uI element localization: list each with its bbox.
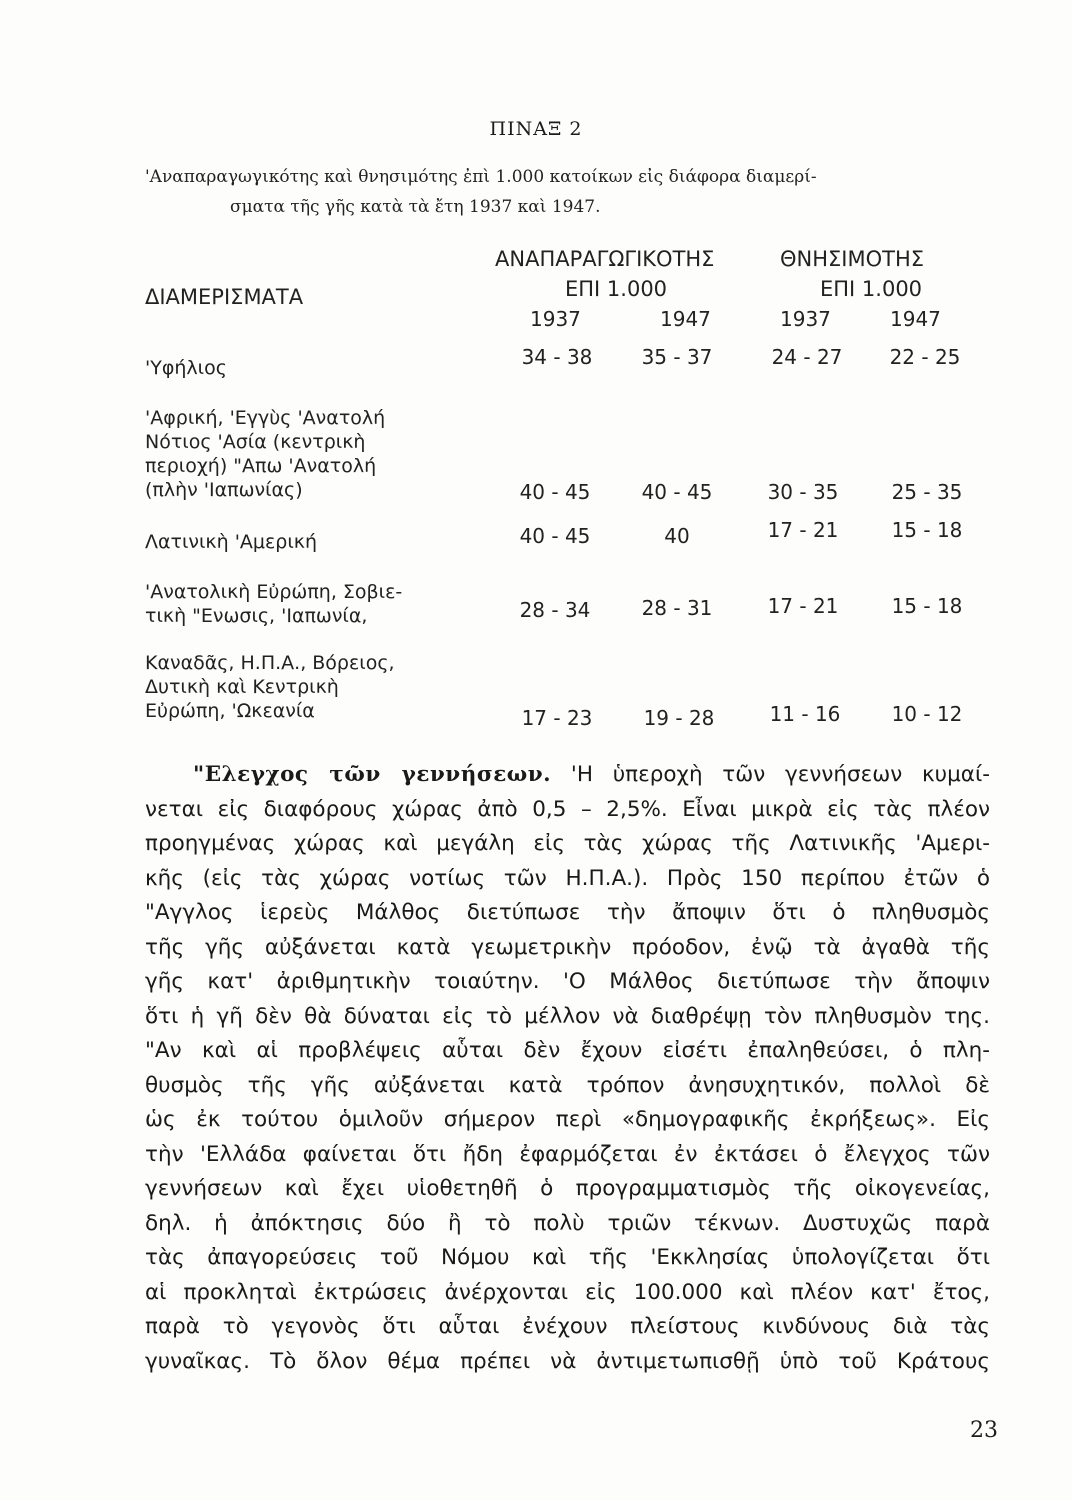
region-line: Καναδᾶς, Η.Π.Α., Βόρειος, xyxy=(145,652,395,674)
body-line: τὰς ἀπαγορεύσεις τοῦ Νόμου καὶ τῆς 'Εκκλησίας ὑπολογίζεται ὅτι xyxy=(145,1245,990,1270)
table-cell: 22 - 25 xyxy=(889,345,961,369)
body-line: τῆς γῆς αὐξάνεται κατὰ γεωμετρικὴν πρόοδον, ἐνῷ τὰ ἀγαθὰ τῆς xyxy=(145,934,990,960)
table-cell: 28 - 34 xyxy=(519,598,591,622)
body-line: κῆς (εἰς τὰς χώρας νοτίως τῶν Η.Π.Α.). Πρὸς 150 περίπου ἐτῶν ὁ xyxy=(145,865,990,891)
section-heading: "Ελεγχος τῶν γεννήσεων. xyxy=(193,762,552,787)
table-cell: 17 - 23 xyxy=(521,706,593,730)
table-cell: 10 - 12 xyxy=(891,702,963,726)
table-caption-line-2: σματα τῆς γῆς κατὰ τὰ ἔτη 1937 καὶ 1947. xyxy=(230,197,601,217)
body-line: νεται εἰς διαφόρους χώρας ἀπὸ 0,5 – 2,5%. Εἶναι μικρὰ εἰς τὰς πλέον xyxy=(145,796,990,822)
body-line: αἱ προκληταὶ ἐκτρώσεις ἀνέρχονται εἰς 100.000 καὶ πλέον κατ' ἔτος, xyxy=(145,1279,990,1305)
body-line: τὴν 'Ελλάδα φαίνεται ὅτι ἤδη ἐφαρμόζεται ἐν ἐκτάσει ὁ ἔλεγχος τῶν xyxy=(145,1141,990,1167)
year-header-mort-1937: 1937 xyxy=(780,307,831,331)
body-line: "Αγγλος ἱερεὺς Μάλθος διετύπωσε τὴν ἄποψιν ὅτι ὁ πληθυσμὸς xyxy=(145,900,990,925)
body-line: γεννήσεων καὶ ἔχει υἱοθετηθῆ ὁ προγραμματισμὸς τῆς οἰκογενείας, xyxy=(145,1176,990,1201)
table-title: ΠΙΝΑΞ 2 xyxy=(489,118,583,140)
year-header-mort-1947: 1947 xyxy=(890,307,941,331)
table-row-latin-america-label xyxy=(145,530,317,554)
table-cell: 19 - 28 xyxy=(643,706,715,730)
region-line: (πλὴν 'Ιαπωνίας) xyxy=(145,479,303,501)
reproduction-subheader: ΕΠΙ 1.000 xyxy=(565,277,668,301)
table-cell: 17 - 21 xyxy=(767,518,839,542)
body-line: δηλ. ἡ ἀπόκτησις δύο ἢ τὸ πολὺ τριῶν τέκνων. Δυστυχῶς παρὰ xyxy=(145,1210,990,1236)
region-line: Δυτικὴ καὶ Κεντρικὴ xyxy=(145,676,339,698)
body-line-first xyxy=(145,758,990,793)
region-column-header: ΔΙΑΜΕΡΙΣΜΑΤΑ xyxy=(145,285,304,309)
table-cell: 40 - 45 xyxy=(519,524,591,548)
body-line: γῆς κατ' ἀριθμητικὴν τοιαύτην. 'Ο Μάλθος διετύπωσε τὴν ἄποψιν xyxy=(145,969,990,994)
table-caption-line-1: 'Αναπαραγωγικότης καὶ θνησιμότης ἐπὶ 1.000 κατοίκων εἰς διάφορα διαμερί- xyxy=(145,167,817,187)
body-line: γυναῖκας. Τὸ ὅλον θέμα πρέπει νὰ ἀντιμετωπισθῇ ὑπὸ τοῦ Κράτους xyxy=(145,1348,990,1374)
reproduction-header: ΑΝΑΠΑΡΑΓΩΓΙΚΟΤΗΣ xyxy=(495,247,715,271)
table-cell: 25 - 35 xyxy=(891,480,963,504)
body-line: ὡς ἐκ τούτου ὁμιλοῦν σήμερον περὶ «δημογραφικῆς ἐκρήξεως». Εἰς xyxy=(145,1107,990,1132)
table-cell: 17 - 21 xyxy=(767,594,839,618)
table-cell: 28 - 31 xyxy=(641,596,713,620)
mortality-subheader: ΕΠΙ 1.000 xyxy=(820,277,923,301)
region-line: 'Υφήλιος xyxy=(145,357,227,379)
table-cell: 40 xyxy=(664,524,690,548)
body-line: 'Η ὑπεροχὴ τῶν γεννήσεων κυμαί- xyxy=(570,762,990,787)
region-line: 'Ανατολικὴ Εὐρώπη, Σοβιε- xyxy=(145,581,403,603)
body-paragraph xyxy=(145,758,990,1379)
year-header-repro-1937: 1937 xyxy=(530,307,581,331)
table-row-africa-asia-label xyxy=(145,406,385,502)
table-row-eastern-europe-label xyxy=(145,580,402,628)
table-cell: 40 - 45 xyxy=(641,480,713,504)
table-cell: 35 - 37 xyxy=(641,345,713,369)
table-cell: 15 - 18 xyxy=(891,594,963,618)
table-cell: 34 - 38 xyxy=(521,345,593,369)
table-cell: 11 - 16 xyxy=(769,702,841,726)
body-line: παρὰ τὸ γεγονὸς ὅτι αὗται ἐνέχουν πλείστους κινδύνους διὰ τὰς xyxy=(145,1314,990,1339)
mortality-header: ΘΝΗΣΙΜΟΤΗΣ xyxy=(780,247,925,271)
table-row-world-label xyxy=(145,356,227,380)
year-header-repro-1947: 1947 xyxy=(660,307,711,331)
region-line: Εὐρώπη, 'Ωκεανία xyxy=(145,700,315,722)
table-cell: 15 - 18 xyxy=(891,518,963,542)
table-row-canada-usa-label xyxy=(145,651,395,723)
body-line: θυσμὸς τῆς γῆς αὐξάνεται κατὰ τρόπον ἀνησυχητικόν, πολλοὶ δὲ xyxy=(145,1072,990,1098)
body-line: ὅτι ἡ γῆ δὲν θὰ δύναται εἰς τὸ μέλλον νὰ διαθρέψῃ τὸν πληθυσμὸν της. xyxy=(145,1003,990,1029)
region-line: τικὴ "Ενωσις, 'Ιαπωνία, xyxy=(145,605,368,627)
region-line: 'Αφρική, 'Εγγὺς 'Ανατολή xyxy=(145,407,386,429)
page-number: 23 xyxy=(970,1418,998,1443)
region-line: Νότιος 'Ασία (κεντρικὴ xyxy=(145,431,366,453)
body-line: προηγμένας χώρας καὶ μεγάλη εἰς τὰς χώρας τῆς Λατινικῆς 'Αμερι- xyxy=(145,831,990,856)
region-line: Λατινικὴ 'Αμερική xyxy=(145,531,318,553)
body-line: "Αν καὶ αἱ προβλέψεις αὗται δὲν ἔχουν εἰσέτι ἐπαληθεύσει, ὁ πλη- xyxy=(145,1038,990,1063)
table-cell: 30 - 35 xyxy=(767,480,839,504)
table-cell: 40 - 45 xyxy=(519,480,591,504)
region-line: περιοχή) "Απω 'Ανατολή xyxy=(145,455,377,477)
table-cell: 24 - 27 xyxy=(771,345,843,369)
